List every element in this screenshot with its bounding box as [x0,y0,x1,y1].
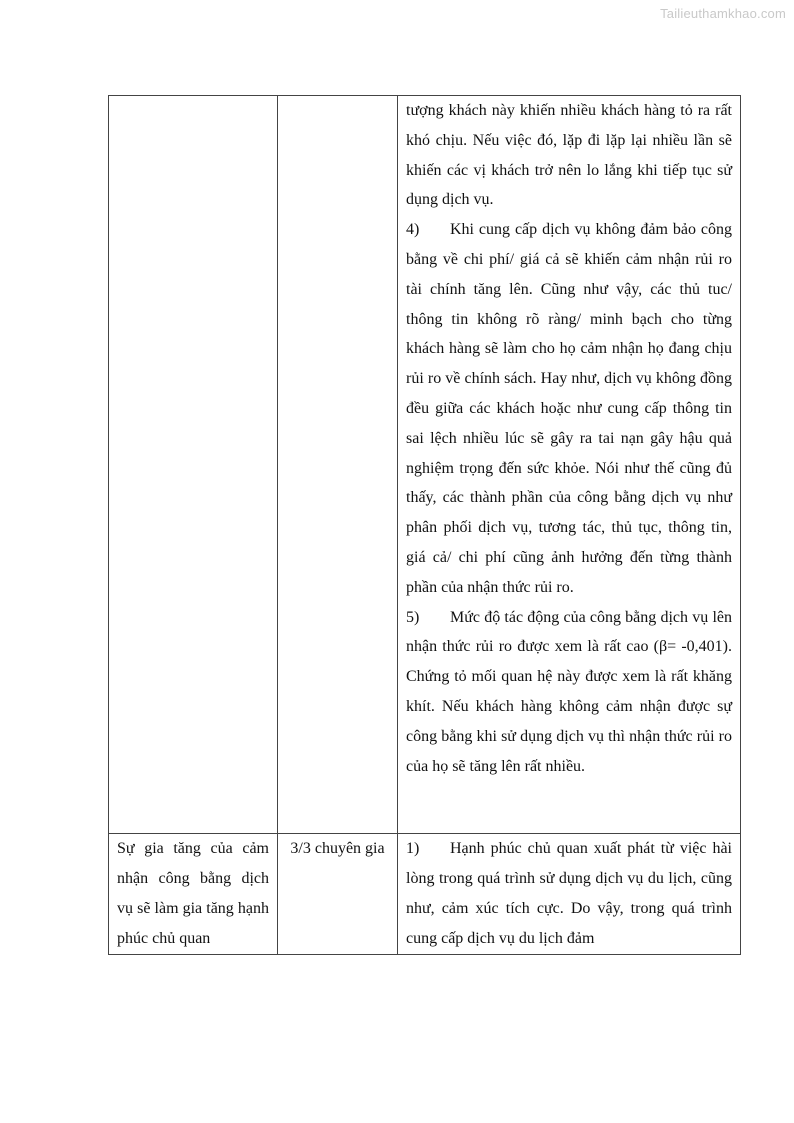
item-number: 5) [406,608,420,626]
item-text: Hạnh phúc chủ quan xuất phát từ việc hài lòng trong quá trình sử dụng dịch vụ du lịch, cũng như, cảm xúc tích cực. Do vậy, trong quá trình cung cấp dịch vụ du lịch đảm [406,840,732,947]
expert-count-cell: 3/3 chuyên gia [278,834,398,954]
item-text: Khi cung cấp dịch vụ không đảm bảo công bằng về chi phí/ giá cả sẽ khiến cảm nhận rủi ro tài chính tăng lên. Cũng như vậy, các thủ tuc/ thông tin không rõ ràng/ minh bạch cho từng khách hàng sẽ làm cho họ cảm nhận họ đang chịu rủi ro về chính sách. Hay như, dịch vụ không đồng đều giữa các khách hoặc như cung cấp thông tin sai lệch nhiều lúc sẽ gây ra tai nạn gây hậu quả nghiệm trọng đến sức khỏe. Nói như thế cũng đủ thấy, các thành phần của công bằng dịch vụ như phân phối dịch vụ, tương tác, thủ tục, thông tin, giá cả/ chi phí cũng ảnh hưởng đến từng thành phần của nhận thức rủi ro. [406,221,732,596]
table-row [109,96,741,834]
continuation-paragraph: tượng khách này khiến nhiều khách hàng tỏ ra rất khó chịu. Nếu việc đó, lặp đi lặp lại nhiều lần sẽ khiến các vị khách trở nên lo lắng khi tiếp tục sử dụng dịch vụ. [406,102,732,209]
item-text: Mức độ tác động của công bằng dịch vụ lên nhận thức rủi ro được xem là rất cao (β= -0,401). Chứng tỏ mối quan hệ này được xem là rất khăng khít. Nếu khách hàng không cảm nhận được sự công bằng khi sử dụng dịch vụ thì nhận thức rủi ro của họ sẽ tăng lên rất nhiều. [406,608,732,775]
item-number: 1) [406,840,420,858]
hypothesis-cell: Sự gia tăng của cảm nhận công bằng dịch vụ sẽ làm gia tăng hạnh phúc chủ quan [109,834,278,954]
item-number: 4) [406,221,420,239]
hypothesis-cell [109,96,278,834]
table-row [109,834,741,954]
expert-opinion-table [108,95,741,955]
expert-count-cell [278,96,398,834]
explanation-cell [398,834,741,954]
watermark: Tailieuthamkhao.com [660,6,786,21]
numbered-paragraph [406,834,732,953]
numbered-paragraph [406,215,732,602]
numbered-paragraph [406,603,732,782]
explanation-cell [398,96,741,834]
